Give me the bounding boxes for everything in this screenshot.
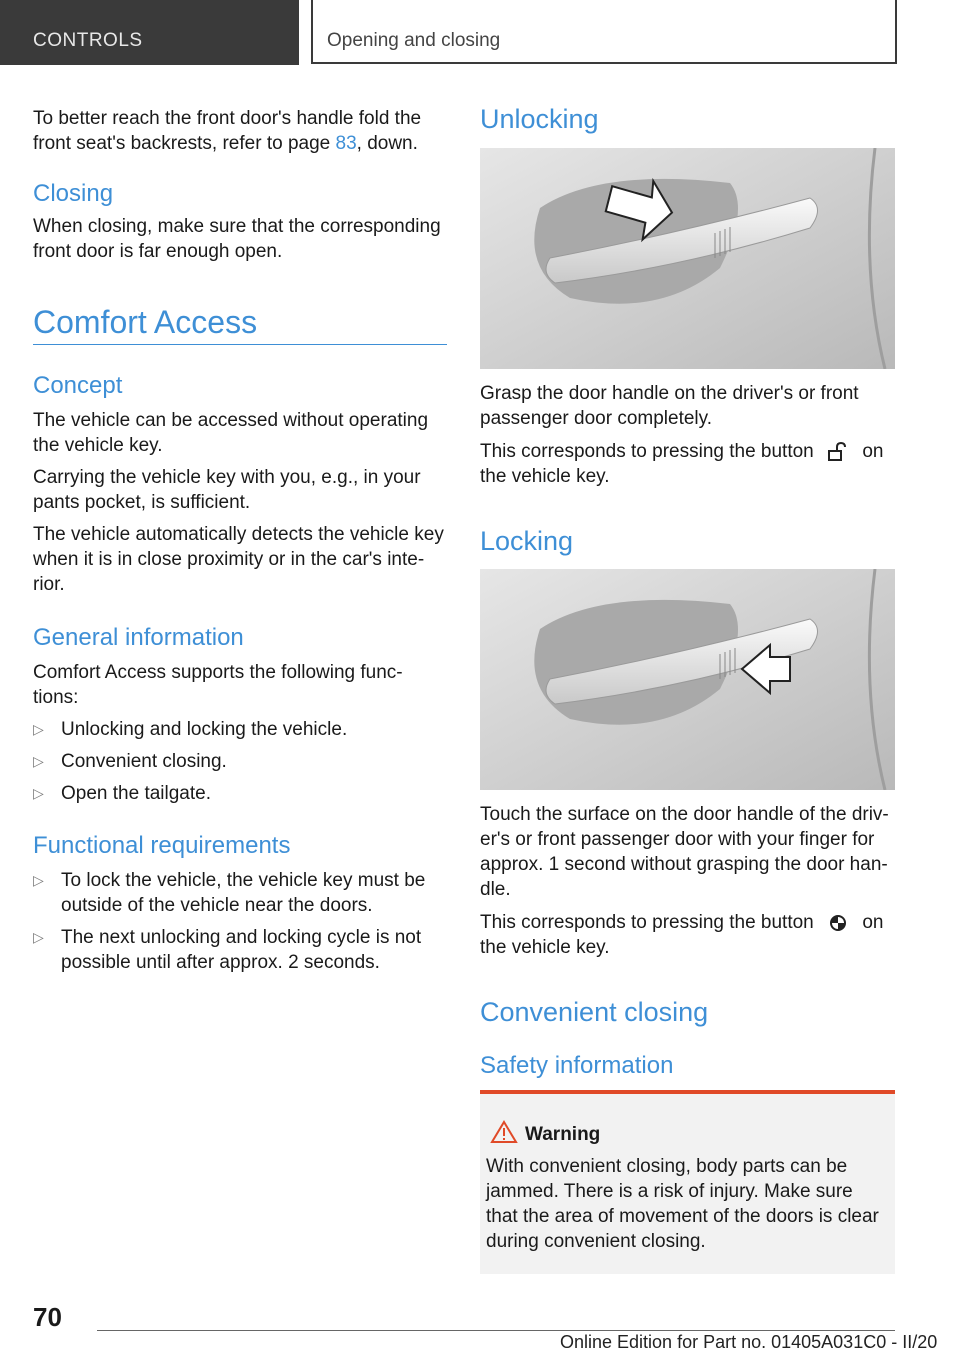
section-tab bbox=[0, 0, 299, 65]
door-handle-grasp-image bbox=[480, 148, 895, 369]
section-title: CONTROLS bbox=[33, 30, 143, 51]
functional-requirements-heading: Functional requirements bbox=[33, 832, 291, 859]
warning-triangle-icon bbox=[490, 1120, 518, 1149]
bullet-icon: ▷ bbox=[33, 721, 44, 737]
warning-text: With convenient closing, body parts can be jammed. There is a risk of injury. Make sure that the area of movement of the doors is clear during convenient closing. bbox=[486, 1156, 879, 1252]
concept-paragraph-1: The vehicle can be accessed without operating the vehicle key. bbox=[33, 410, 429, 456]
bullet-icon: ▷ bbox=[33, 929, 44, 945]
warning-title: Warning bbox=[525, 1124, 601, 1145]
safety-information-heading: Safety information bbox=[480, 1052, 674, 1079]
unlocking-heading: Unlocking bbox=[480, 104, 599, 134]
door-handle-touch-image bbox=[480, 569, 895, 790]
concept-paragraph-3: The vehicle automatically detects the vehicle key when it is in close proximity or in the car's inte-rior. bbox=[33, 524, 444, 595]
general-information-paragraph: Comfort Access supports the following func-tions: bbox=[33, 662, 403, 708]
locking-paragraph-1: Touch the surface on the door handle of the driv-er's or front passenger door with your finger for approx. 1 second without grasping the door han-dle. bbox=[480, 804, 889, 900]
edition-text: Online Edition for Part no. 01405A031C0 - II/20 bbox=[560, 1332, 938, 1352]
unlocking-paragraph-2: This corresponds to pressing the button on the vehicle key. bbox=[480, 441, 884, 487]
locking-paragraph-2: This corresponds to pressing the button on the vehicle key. bbox=[480, 912, 884, 958]
chapter-tab bbox=[311, 0, 897, 64]
page-number: 70 bbox=[33, 1302, 62, 1332]
locking-heading: Locking bbox=[480, 526, 574, 556]
page-reference-link[interactable]: 83 bbox=[335, 133, 357, 154]
bmw-lock-icon bbox=[825, 913, 851, 933]
bullet-icon: ▷ bbox=[33, 753, 44, 769]
intro-paragraph: To better reach the front door's handle fold the front seat's backrests, refer to page 83, down. bbox=[33, 108, 422, 154]
warning-box bbox=[480, 1090, 895, 1274]
chapter-title: Opening and closing bbox=[327, 30, 501, 51]
footer-rule bbox=[97, 1330, 895, 1331]
concept-heading: Concept bbox=[33, 372, 123, 399]
bullet-icon: ▷ bbox=[33, 872, 44, 888]
convenient-closing-heading: Convenient closing bbox=[480, 997, 709, 1027]
bullet-icon: ▷ bbox=[33, 785, 44, 801]
unlocking-paragraph-1: Grasp the door handle on the driver's or front passenger door completely. bbox=[480, 383, 859, 429]
closing-heading: Closing bbox=[33, 180, 114, 207]
heading-rule bbox=[33, 344, 447, 345]
unlock-icon bbox=[825, 442, 851, 462]
general-information-heading: General information bbox=[33, 624, 244, 651]
comfort-access-heading: Comfort Access bbox=[33, 304, 258, 340]
concept-paragraph-2: Carrying the vehicle key with you, e.g., in your pants pocket, is sufficient. bbox=[33, 467, 421, 513]
closing-paragraph: When closing, make sure that the corresponding front door is far enough open. bbox=[33, 216, 441, 262]
